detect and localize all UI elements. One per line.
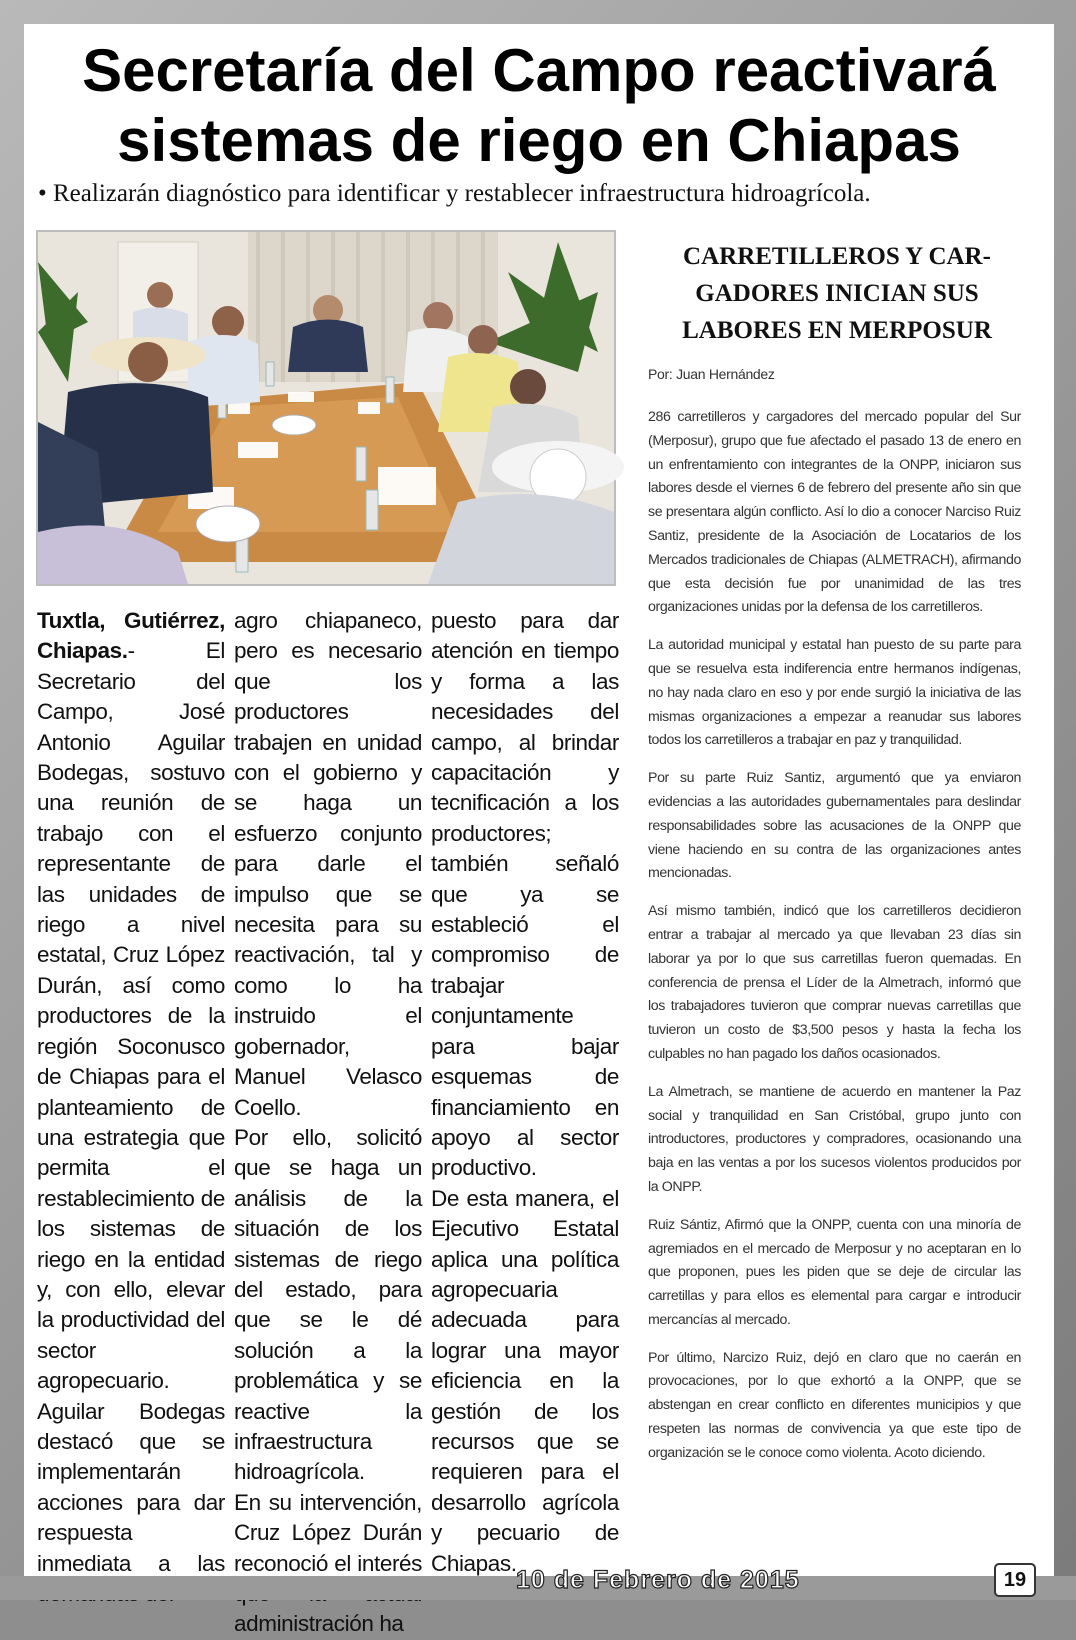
main-article-paragraph-7: De esta manera, el Ejecutivo Estatal aplica una política agropecuaria adecuada para lograr una mayor eficiencia en la gestión de los recursos que se requieren para el desarrollo agrícola y pecuario de Chiapas.	[431, 1185, 619, 1576]
page-number: 19	[994, 1563, 1036, 1597]
main-article-paragraph-4: Por ello, solicitó que se haga un análisis de la situación de los sistemas de riego del estado, para que se le dé solución a la problemática y se reactive la infraestructura hidroagrícola.	[234, 1124, 422, 1485]
main-article-column-1	[37, 606, 225, 1576]
side-article-body	[648, 406, 1021, 1480]
subheadline: • Realizarán diagnóstico para identificar y restablecer infraestructura hidroagrícola.	[38, 180, 871, 207]
headline-line-2: sistemas de riego en Chiapas	[117, 107, 961, 174]
issue-date: 10 de Febrero de 2015	[516, 1566, 800, 1594]
side-article-byline: Por: Juan Hernández	[648, 366, 775, 382]
side-article-paragraph-1: 286 carretilleros y cargadores del mercado popular del Sur (Merposur), grupo que fue afectado el pasado 13 de enero en un enfrentamiento con integrantes de la ONPP, iniciaron sus labores desde el viernes 6 de febrero del presente año sin que se presentara algún conflicto. Así lo dio a conocer Narciso Ruiz Santiz, presidente de la Asociación de Locatarios de los Mercados tradicionales de Chiapas (ALMETRACH), afirmando que esta decisión fue por unanimidad de las tres organizaciones unidas por la defensa de los carretilleros.	[648, 409, 1021, 616]
dateline: Tuxtla, Gutiérrez, Chiapas.	[37, 608, 225, 664]
side-article-title: CARRETILLEROS Y CAR- GADORES INICIAN SUS LABORES EN MERPOSUR	[682, 243, 992, 344]
meeting-photo	[36, 230, 616, 586]
side-article-paragraph-2: La autoridad municipal y estatal han puesto de su parte para que se resuelva esta indiferencia entre hermanos indígenas, no hay nada claro en eso y por ende surgió la iniciativa de las mismas organizaciones a empezar a reanudar sus labores todos los carretilleros a trabajar en paz y tranquilidad.	[648, 637, 1021, 749]
main-article-paragraph-2: Aguilar Bodegas destacó que se implementarán acciones para dar respuesta inmediata a las	[37, 1398, 225, 1576]
main-article-column-2	[234, 606, 422, 1637]
headline-line-1: Secretaría del Campo reactivará	[82, 37, 996, 104]
side-article-paragraph-7: Por último, Narcizo Ruiz, dejó en claro que no caerán en provocaciones, por lo que exhortó a la ONPP, que se abstengan en crear conflicto en diferentes municipios y que respeten las normas de convivencia ya que este tipo de organización se le conoce como violenta. Acoto diciendo.	[648, 1349, 1021, 1461]
side-article-paragraph-3: Por su parte Ruiz Santiz, argumentó que ya enviaron evidencias a las autoridades gubernamentales para deslindar responsabilidades sobre las acusaciones de la ONPP que viene haciendo en su contra de las organizaciones antes mencionadas.	[648, 770, 1021, 882]
main-article-column-3	[431, 606, 619, 1576]
side-article-paragraph-6: Ruiz Sántiz, Afirmó que la ONPP, cuenta con una minoría de agremiados en el mercado de Merposur y no aceptaran en lo que proponen, pues les piden que se deje de circular las carretillas y para ellos es elemental para cargar e introducir mercancías al mercado.	[648, 1216, 1021, 1328]
main-article-paragraph-3: agro chiapaneco, pero es necesario que los productores trabajen en unidad con el gobierno y se haga un esfuerzo conjunto para darle el impulso que se necesita para su reactivación, tal y como lo ha instruido el gobernador, Manuel Velasco Coello.	[234, 608, 422, 1120]
main-article-paragraph-5: En su intervención, Cruz López Durán reconoció el interés administración ha	[234, 1489, 422, 1637]
main-article-paragraph-6: puesto para dar atención en tiempo y forma a las necesidades del campo, al brindar capacitación y tecnificación a los productores; también señaló que ya se estableció el compromiso de trabajar conjuntamente para bajar esquemas de financiamiento en apoyo al sector productivo.	[431, 608, 619, 1181]
side-article-paragraph-4: Así mismo también, indicó que los carretilleros decidieron entrar a trabajar al mercado ya que llevaban 23 días sin laborar ya por lo que sus carretillas fueron quemadas. En conferencia de prensa el Líder de la Almetrach, informó que los trabajadores tuvieron que comprar nuevas carretillas que tuvieron un costo de $3,500 pesos y hasta la fecha los culpables no han pagado los daños ocasionados.	[648, 903, 1021, 1062]
headline	[24, 36, 1054, 176]
main-article-paragraph-1: Tuxtla, Gutiérrez, Chiapas.- El Secretario del Campo, José Antonio Aguilar Bodegas, sostuvo una reunión de trabajo con el representante de las unidades de riego a nivel estatal, Cruz López Durán, así como productores de la región Soconusco de Chiapas para el planteamiento de una estrategia que permita el restablecimiento de los sistemas de riego en la entidad y, con ello, elevar la productividad del sector agropecuario.	[37, 608, 225, 1394]
side-article-paragraph-5: La Almetrach, se mantiene de acuerdo en mantener la Paz social y tranquilidad en San Cristóbal, grupo junto con introductores, productores y compradores, ocasionando una baja en las ventas a por los sucesos violentos producidos por la ONPP.	[648, 1083, 1021, 1195]
